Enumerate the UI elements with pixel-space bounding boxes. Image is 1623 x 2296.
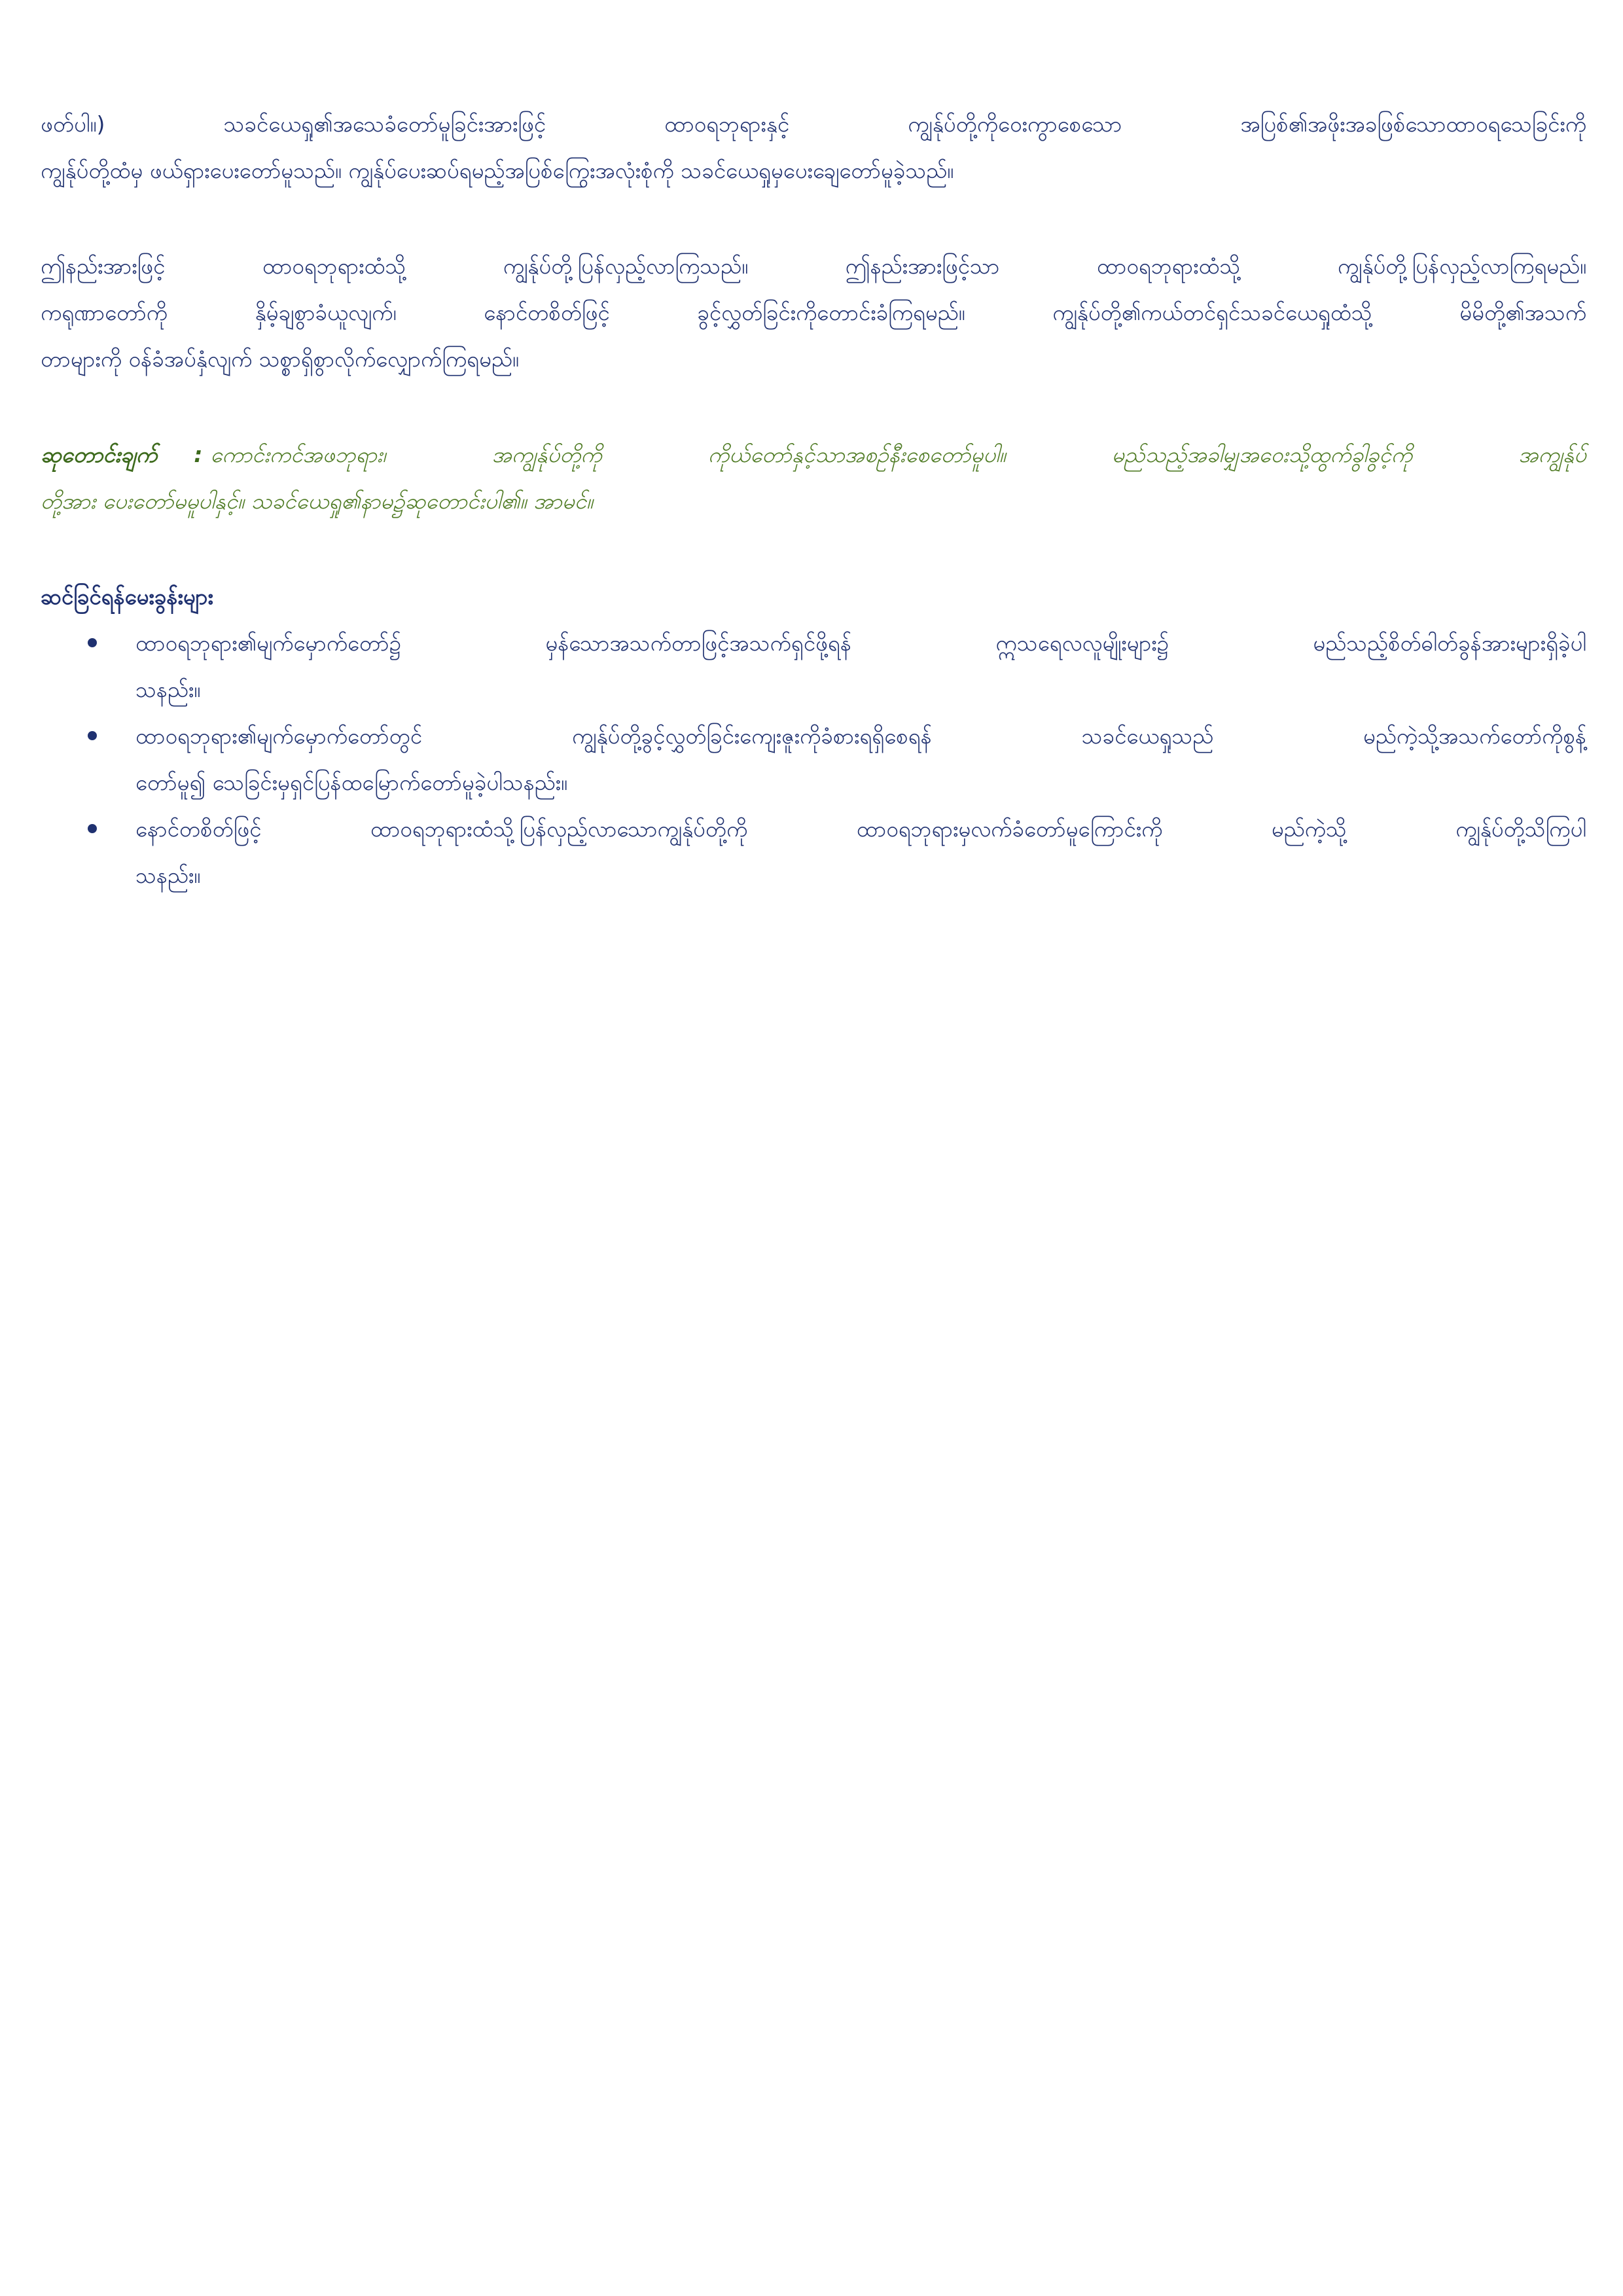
paragraph-line: တာများကို ဝန်ခံအပ်နှံလျက် သစ္စာရှိစွာလိုက်လျှောက်ကြရမည်။ xyxy=(41,346,519,372)
body-paragraph xyxy=(41,101,1586,194)
question-item xyxy=(135,620,1586,713)
paragraph-line: ကျွန်ုပ်တို့ထံမှ ဖယ်ရှားပေးတော်မူသည်။ ကျွန်ုပ်ပေးဆပ်ရမည့်အပြစ်ကြွေးအလုံးစုံကို သခင်ယေရှုမှပေးချေတော်မူခဲ့သည်။ xyxy=(41,158,954,183)
question-line: ထာဝရဘုရား၏မျက်မှောက်တော်တွင် ကျွန်ုပ်တို့ခွင့်လွှတ်ခြင်းကျေးဇူးကိုခံစားရရှိစေရန် သခင်ယေရှုသည် မည်ကဲ့သို့အသက်တော်ကိုစွန့် xyxy=(135,723,1586,749)
question-item xyxy=(135,806,1586,899)
questions-list xyxy=(41,620,1586,899)
question-line: သနည်း။ xyxy=(135,677,201,702)
prayer-text: ကောင်းကင်အဖဘုရား၊ အကျွန်ုပ်တို့ကို ကိုယ်တော်နှင့်သာအစဉ်နီးစေတော်မူပါ။ မည်သည့်အခါမျှအဝေးသို့ထွက်ခွါခွင့်ကို အကျွန်ုပ် xyxy=(210,442,1586,467)
paragraph-line: ကရုဏာတော်ကို နှိမ့်ချစွာခံယူလျက်၊ နောင်တစိတ်ဖြင့် ခွင့်လွှတ်ခြင်းကိုတောင်းခံကြရမည်။ ကျွန်ုပ်တို့၏ကယ်တင်ရှင်သခင်ယေရှုထံသို့ မိမိတို့၏အသက် xyxy=(41,300,1586,325)
question-line: နောင်တစိတ်ဖြင့် ထာဝရဘုရားထံသို့ပြန်လှည့်လာသောကျွန်ုပ်တို့ကို ထာဝရဘုရားမှလက်ခံတော်မူကြောင်းကို မည်ကဲ့သို့ ကျွန်ုပ်တို့သိကြပါ xyxy=(135,816,1586,842)
bullet-icon xyxy=(88,731,97,740)
question-item xyxy=(135,713,1586,806)
question-line: ထာဝရဘုရား၏မျက်မှောက်တော်၌ မှန်သောအသက်တာဖြင့်အသက်ရှင်ဖို့ရန် ဣသရေလလူမျိုးများ၌ မည်သည့်စိတ်ဓါတ်ခွန်အားများရှိခဲ့ပါ xyxy=(135,630,1586,656)
question-line: တော်မူ၍ သေခြင်းမှရှင်ပြန်ထမြောက်တော်မူခဲ့ပါသနည်း။ xyxy=(135,770,568,795)
bullet-icon xyxy=(88,824,97,833)
paragraph-line: ဤနည်းအားဖြင့် ထာဝရဘုရားထံသို့ ကျွန်ုပ်တို့ပြန်လှည့်လာကြသည်။ ဤနည်းအားဖြင့်သာ ထာဝရဘုရားထံသို့ ကျွန်ုပ်တို့ပြန်လှည့်လာကြရမည်။ xyxy=(41,253,1586,279)
prayer-line: တို့အား ပေးတော်မမူပါနှင့်။ သခင်ယေရှု၏နာမ၌ဆုတောင်းပါ၏။ အာမင်။ xyxy=(41,488,594,514)
prayer-line xyxy=(41,431,1586,478)
question-line: သနည်း။ xyxy=(135,863,201,888)
prayer-separator: : xyxy=(194,442,203,467)
prayer-label: ဆုတောင်းချက် xyxy=(41,442,158,467)
paragraph-line: ဖတ်ပါ။) သခင်ယေရှု၏အသေခံတော်မူခြင်းအားဖြင့် ထာဝရဘုရားနှင့် ကျွန်ုပ်တို့ကိုဝေးကွာစေသော အပြစ်၏အဖိုးအခဖြစ်သောထာဝရသေခြင်းကို xyxy=(41,111,1586,137)
prayer-block xyxy=(41,431,1586,524)
bullet-icon xyxy=(88,638,97,647)
body-paragraph xyxy=(41,243,1586,382)
questions-heading: ဆင်ခြင်ရန်မေးခွန်းများ xyxy=(41,584,213,609)
